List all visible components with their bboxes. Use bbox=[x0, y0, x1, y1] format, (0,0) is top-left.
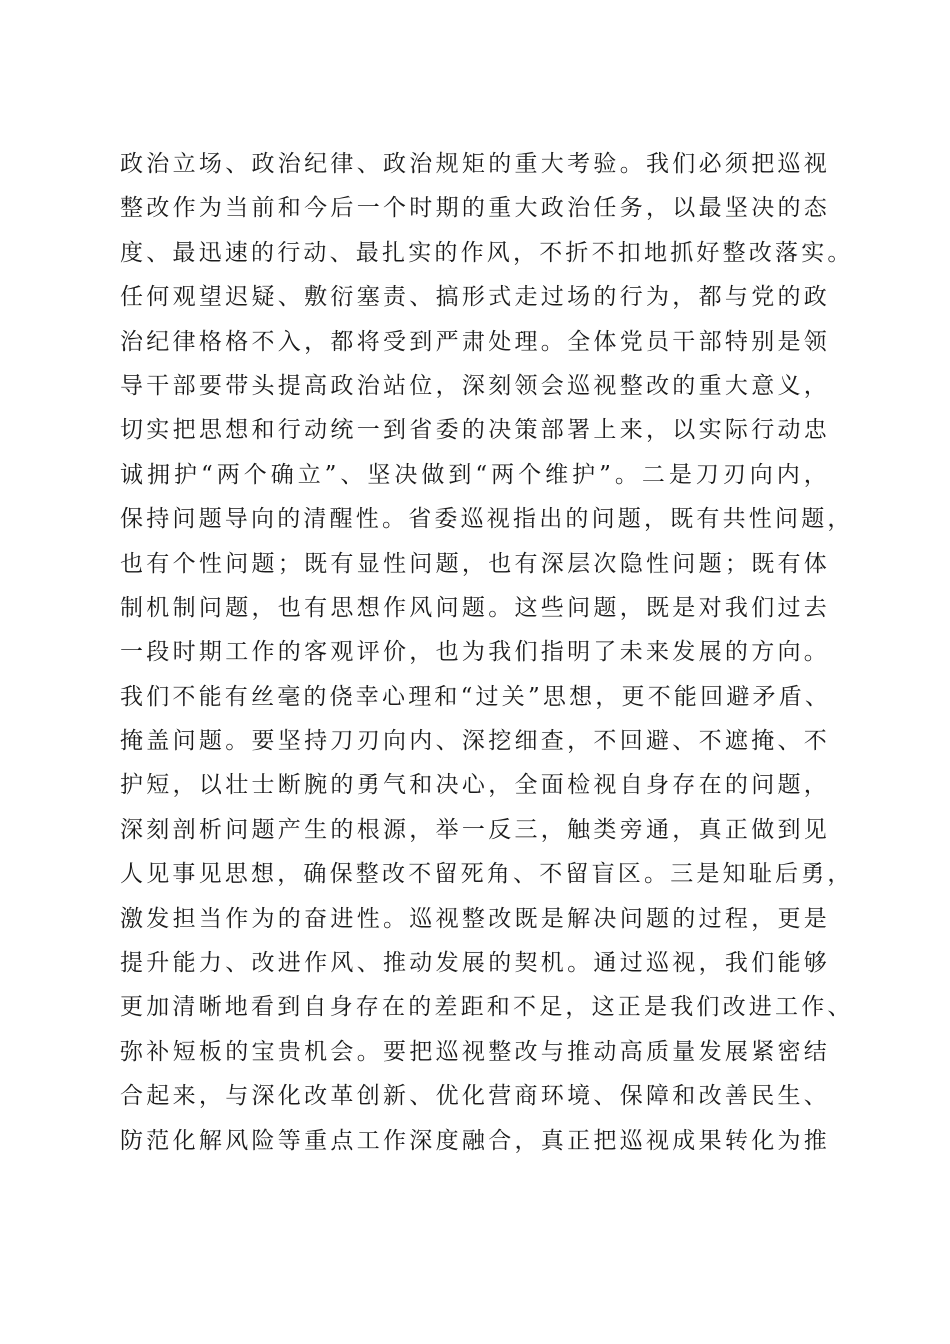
text-line: 弥补短板的宝贵机会。要把巡视整改与推动高质量发展紧密结 bbox=[120, 1038, 830, 1065]
text-line: 一段时期工作的客观评价，也为我们指明了未来发展的方向。 bbox=[120, 639, 830, 666]
text-line: 人见事见思想，确保整改不留死角、不留盲区。三是知耻后勇， bbox=[120, 861, 854, 888]
text-line: 掩盖问题。要坚持刀刃向内、深挖细查，不回避、不遮掩、不 bbox=[120, 728, 830, 755]
text-line: 更加清晰地看到自身存在的差距和不足，这正是我们改进工作、 bbox=[120, 994, 854, 1021]
text-line: 整改作为当前和今后一个时期的重大政治任务，以最坚决的态 bbox=[120, 195, 830, 222]
text-line: 我们不能有丝毫的侥幸心理和“过关”思想，更不能回避矛盾、 bbox=[120, 683, 832, 710]
text-line: 护短，以壮士断腕的勇气和决心，全面检视自身存在的问题， bbox=[120, 772, 830, 799]
text-line: 治纪律格格不入，都将受到严肃处理。全体党员干部特别是领 bbox=[120, 328, 830, 355]
text-line: 也有个性问题；既有显性问题，也有深层次隐性问题；既有体 bbox=[120, 550, 830, 577]
text-line: 切实把思想和行动统一到省委的决策部署上来，以实际行动忠 bbox=[120, 417, 830, 444]
text-line: 深刻剖析问题产生的根源，举一反三，触类旁通，真正做到见 bbox=[120, 816, 830, 843]
text-line: 度、最迅速的行动、最扎实的作风，不折不扣地抓好整改落实。 bbox=[120, 239, 854, 266]
text-line: 政治立场、政治纪律、政治规矩的重大考验。我们必须把巡视 bbox=[120, 151, 830, 177]
text-line: 防范化解风险等重点工作深度融合，真正把巡视成果转化为推 bbox=[120, 1127, 830, 1154]
text-line: 保持问题导向的清醒性。省委巡视指出的问题，既有共性问题， bbox=[120, 506, 854, 533]
text-line: 制机制问题，也有思想作风问题。这些问题，既是对我们过去 bbox=[120, 594, 830, 621]
text-line: 提升能力、改进作风、推动发展的契机。通过巡视，我们能够 bbox=[120, 950, 830, 977]
text-line: 诚拥护“两个确立”、坚决做到“两个维护”。二是刀刃向内， bbox=[120, 461, 830, 488]
text-line: 激发担当作为的奋进性。巡视整改既是解决问题的过程，更是 bbox=[120, 905, 830, 932]
body-text bbox=[120, 142, 854, 1163]
text-line: 任何观望迟疑、敷衍塞责、搞形式走过场的行为，都与党的政 bbox=[120, 284, 830, 311]
text-line: 合起来，与深化改革创新、优化营商环境、保障和改善民生、 bbox=[120, 1083, 830, 1110]
text-line: 导干部要带头提高政治站位，深刻领会巡视整改的重大意义， bbox=[120, 372, 830, 399]
